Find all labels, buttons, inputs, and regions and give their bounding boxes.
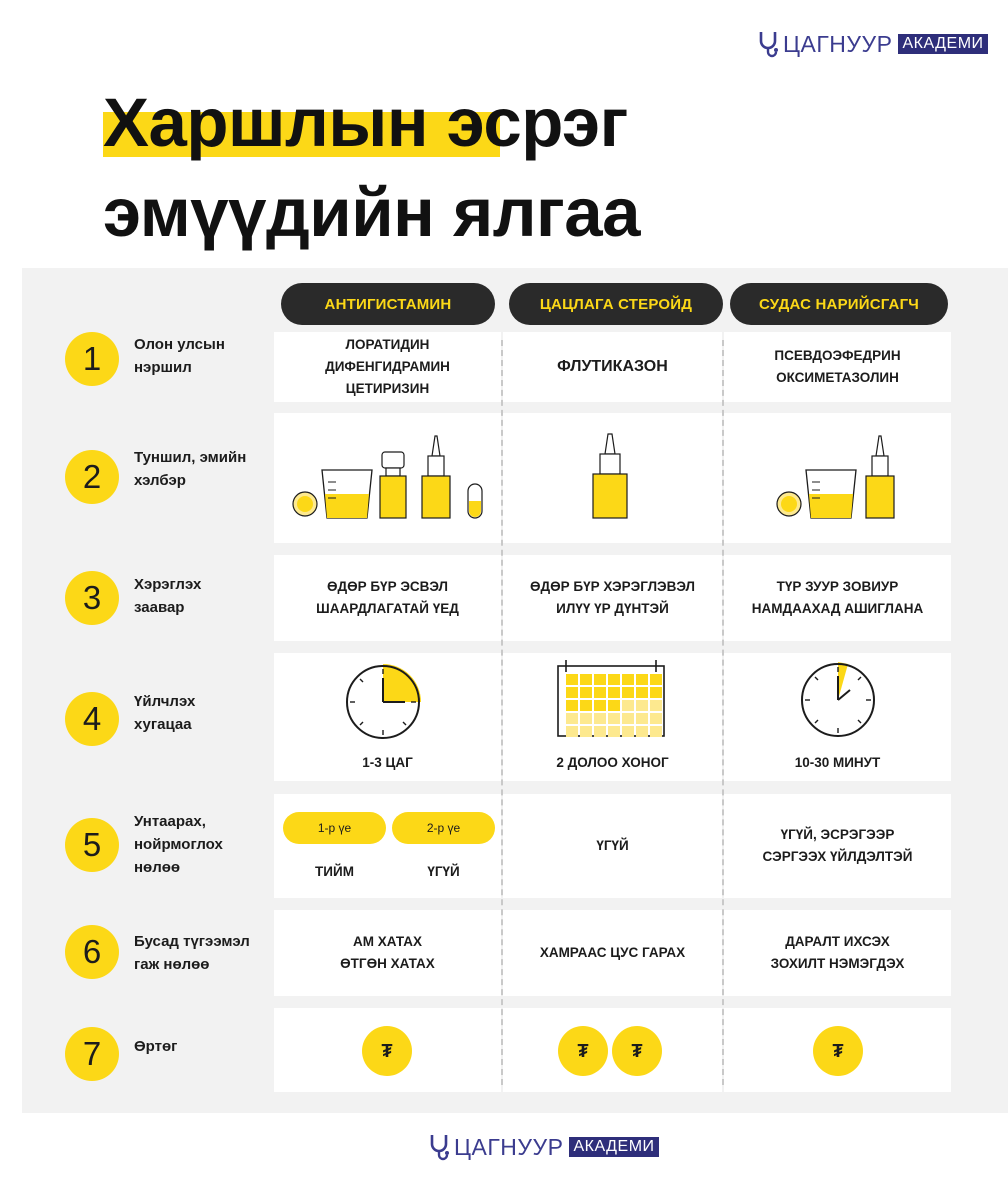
forms-decongestant — [772, 432, 912, 527]
row-number-2: 2 — [65, 450, 119, 504]
calendar-day — [650, 687, 662, 698]
calendar-day — [636, 700, 648, 711]
dropper-bottle-icon — [380, 452, 406, 518]
stethoscope-icon — [757, 30, 779, 58]
brand-badge: АКАДЕМИ — [569, 1137, 658, 1157]
calendar-day — [594, 687, 606, 698]
brand-badge: АКАДЕМИ — [898, 34, 987, 54]
calendar-day — [608, 700, 620, 711]
calendar-day — [622, 713, 634, 724]
cell-r1-c1 — [274, 332, 501, 402]
spray-bottle-icon — [866, 436, 894, 518]
cell-r5-c3 — [724, 794, 951, 898]
cell-text: ӨДӨР БҮР ХЭРЭГЛЭВЭЛ — [530, 579, 695, 594]
clock-icon — [798, 660, 878, 740]
column-header-decongestant: СУДАС НАРИЙСГАГЧ — [730, 283, 948, 325]
calendar-day — [594, 674, 606, 685]
cost-coin-icon: ₮ — [362, 1026, 412, 1076]
brand-logo-top — [757, 30, 988, 58]
cell-r3-c2 — [503, 555, 722, 641]
row-label-3: Хэрэглэх заавар — [134, 576, 202, 616]
forms-steroid — [585, 432, 635, 522]
duration-steroid: 2 ДОЛОО ХОНОГ — [556, 755, 669, 770]
cost-coin-icon: ₮ — [612, 1026, 662, 1076]
cell-r3-c3 — [724, 555, 951, 641]
calendar-day — [566, 726, 578, 737]
clock-icon — [343, 662, 433, 742]
calendar-day — [636, 713, 648, 724]
column-header-antihistamine: АНТИГИСТАМИН — [281, 283, 495, 325]
cell-text: ЦЕТИРИЗИН — [345, 381, 430, 396]
brand-name: ЦАГНУУР — [454, 1133, 564, 1160]
cell-r5-c2 — [503, 794, 722, 898]
row-label-6: Бусад түгээмэл гаж нөлөө — [134, 933, 250, 973]
column-divider — [501, 340, 503, 1085]
cell-r3-c1 — [274, 555, 501, 641]
cell-r1-c2 — [503, 332, 722, 402]
cell-text: ТҮР ЗУУР ЗОВИУР — [776, 579, 899, 594]
cost-coin-icon: ₮ — [558, 1026, 608, 1076]
calendar-day — [650, 713, 662, 724]
calendar-day — [580, 674, 592, 685]
cell-r6-c2 — [503, 910, 722, 996]
cell-r6-c3 — [724, 910, 951, 996]
calendar-day — [580, 700, 592, 711]
cell-text: ДИФЕНГИДРАМИН — [325, 359, 450, 374]
row-number-5: 5 — [65, 818, 119, 872]
generation-2-pill: 2-р үе — [392, 812, 495, 844]
calendar-day — [566, 713, 578, 724]
forms-antihistamine — [288, 432, 488, 527]
calendar-day — [622, 674, 634, 685]
row-label-5: Унтаарах, нойрмоглох нөлөө — [134, 813, 223, 876]
spray-bottle-icon — [593, 434, 627, 518]
duration-antihistamine: 1-3 ЦАГ — [362, 755, 413, 770]
calendar-day — [636, 687, 648, 698]
calendar-day — [636, 674, 648, 685]
calendar-day — [650, 726, 662, 737]
calendar-day — [608, 687, 620, 698]
calendar-day — [636, 726, 648, 737]
stethoscope-icon — [428, 1133, 450, 1161]
pill-icon — [293, 492, 317, 516]
calendar-day — [566, 674, 578, 685]
cell-text: ФЛУТИКАЗОН — [557, 358, 668, 375]
row-label-4: Үйлчлэх хугацаа — [134, 693, 196, 733]
cell-text: ИЛҮҮ ҮР ДҮНТЭЙ — [556, 601, 669, 616]
cell-text: ПСЕВДОЭФЕДРИН — [774, 348, 901, 363]
calendar-day — [594, 726, 606, 737]
generation-1-value: ТИЙМ — [315, 864, 354, 879]
cell-text: ДАРАЛТ ИХСЭХ — [785, 934, 890, 949]
row-number-3: 3 — [65, 571, 119, 625]
calendar-day — [566, 687, 578, 698]
calendar-day — [580, 713, 592, 724]
row-number-7: 7 — [65, 1027, 119, 1081]
calendar-day — [594, 700, 606, 711]
calendar-day — [608, 674, 620, 685]
syrup-cup-icon — [806, 470, 856, 518]
brand-logo-bottom — [428, 1133, 659, 1161]
calendar-day — [622, 700, 634, 711]
calendar-day — [650, 674, 662, 685]
brand-name: ЦАГНУУР — [783, 30, 893, 57]
calendar-day — [580, 687, 592, 698]
calendar-day — [580, 726, 592, 737]
generation-2-value: ҮГҮЙ — [427, 864, 460, 879]
cell-text: ХАМРААС ЦУС ГАРАХ — [539, 945, 686, 960]
calendar-day — [566, 700, 578, 711]
cell-text: АМ ХАТАХ — [353, 934, 422, 949]
duration-decongestant: 10-30 МИНУТ — [794, 755, 881, 770]
cell-r6-c1 — [274, 910, 501, 996]
calendar-day — [608, 713, 620, 724]
calendar-day — [608, 726, 620, 737]
cell-text: ШААРДЛАГАТАЙ ҮЕД — [316, 601, 459, 616]
row-number-6: 6 — [65, 925, 119, 979]
title-line-1: Харшлын эсрэг — [103, 84, 628, 161]
title-line-2: эмүүдийн ялгаа — [103, 174, 641, 251]
generation-1-pill: 1-р үе — [283, 812, 386, 844]
calendar-day — [622, 726, 634, 737]
cell-text: ЗОХИЛТ НЭМЭГДЭХ — [770, 956, 905, 971]
syrup-cup-icon — [322, 470, 372, 518]
cell-text: ҮГҮЙ, ЭСРЭГЭЭР — [780, 827, 895, 842]
spray-bottle-icon — [422, 436, 450, 518]
cell-r1-c3 — [724, 332, 951, 402]
page-title — [103, 78, 640, 258]
capsule-icon — [468, 484, 482, 518]
cell-text: ҮГҮЙ — [596, 838, 629, 853]
calendar-day — [594, 713, 606, 724]
column-divider — [722, 340, 724, 1085]
cost-coin-icon: ₮ — [813, 1026, 863, 1076]
row-number-1: 1 — [65, 332, 119, 386]
pill-icon — [777, 492, 801, 516]
cell-text: ӨТГӨН ХАТАХ — [340, 956, 435, 971]
cell-text: ӨДӨР БҮР ЭСВЭЛ — [326, 579, 448, 594]
cell-r5-c1 — [274, 794, 501, 898]
calendar-day — [622, 687, 634, 698]
cell-text: ОКСИМЕТАЗОЛИН — [776, 370, 899, 385]
cell-text: ЛОРАТИДИН — [345, 337, 430, 352]
row-label-2: Туншил, эмийн хэлбэр — [134, 449, 247, 489]
row-number-4: 4 — [65, 692, 119, 746]
cell-text: НАМДААХАД АШИГЛАНА — [751, 601, 924, 616]
calendar-day — [650, 700, 662, 711]
row-label-7: Өртөг — [134, 1038, 178, 1055]
row-label-1: Олон улсын нэршил — [134, 336, 225, 376]
calendar-icon — [556, 660, 668, 738]
column-header-steroid: ЦАЦЛАГА СТЕРОЙД — [509, 283, 723, 325]
cell-text: СЭРГЭЭХ ҮЙЛДЭЛТЭЙ — [762, 849, 913, 864]
